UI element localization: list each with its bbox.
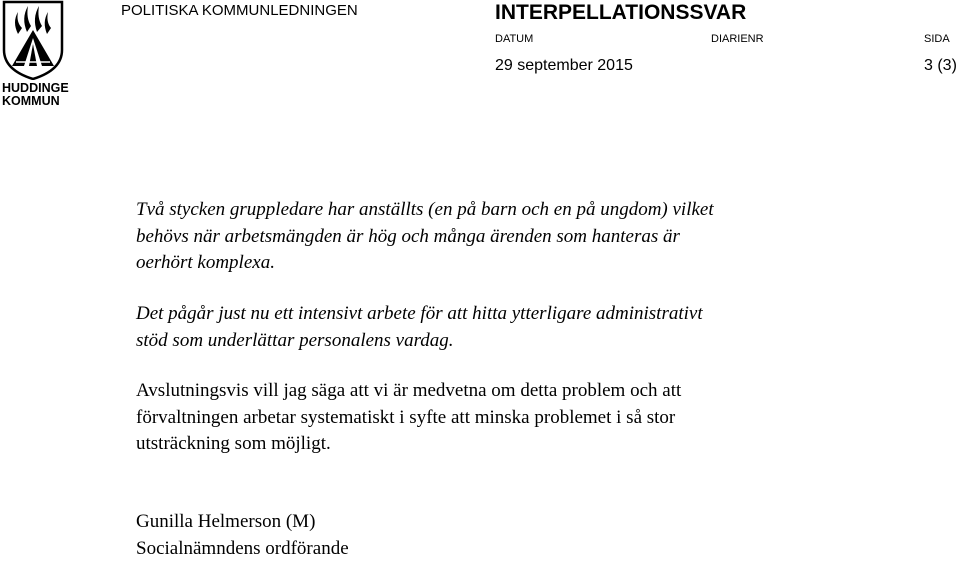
paragraph-admin-support xyxy=(136,301,926,354)
logo-text-huddinge: HUDDINGE xyxy=(2,82,74,94)
paragraph-line: oerhört komplexa. xyxy=(136,250,926,277)
document-date: 29 september 2015 xyxy=(495,57,633,75)
paragraph-conclusion xyxy=(136,378,926,458)
signature-block xyxy=(136,509,926,562)
paragraph-line: behövs när arbetsmängden är hög och många ärenden som hanteras är xyxy=(136,224,926,251)
page-number: 3 (3) xyxy=(924,57,957,75)
document-type-title: INTERPELLATIONSSVAR xyxy=(495,1,746,25)
reference-label: DIARIENR xyxy=(711,33,764,45)
paragraph-line: förvaltningen arbetar systematiskt i syfte att minska problemet i så stor xyxy=(136,405,926,432)
paragraph-line: Avslutningsvis vill jag säga att vi är medvetna om detta problem och att xyxy=(136,378,926,405)
organization-name: POLITISKA KOMMUNLEDNINGEN xyxy=(121,2,358,19)
signature-name: Gunilla Helmerson (M) xyxy=(136,509,926,536)
signature-title: Socialnämndens ordförande xyxy=(136,536,926,562)
page-label: SIDA xyxy=(924,33,950,45)
paragraph-line: Det pågår just nu ett intensivt arbete för att hitta ytterligare administrativt xyxy=(136,301,926,328)
date-label: DATUM xyxy=(495,33,533,45)
huddinge-coat-of-arms-logo xyxy=(2,0,68,108)
paragraph-line: utsträckning som möjligt. xyxy=(136,431,926,458)
coat-of-arms-icon xyxy=(2,0,64,80)
paragraph-staffing xyxy=(136,197,926,277)
logo-text-kommun: KOMMUN xyxy=(2,95,74,107)
paragraph-line: Två stycken gruppledare har anställts (en på barn och en på ungdom) vilket xyxy=(136,197,926,224)
paragraph-line: stöd som underlättar personalens vardag. xyxy=(136,328,926,355)
